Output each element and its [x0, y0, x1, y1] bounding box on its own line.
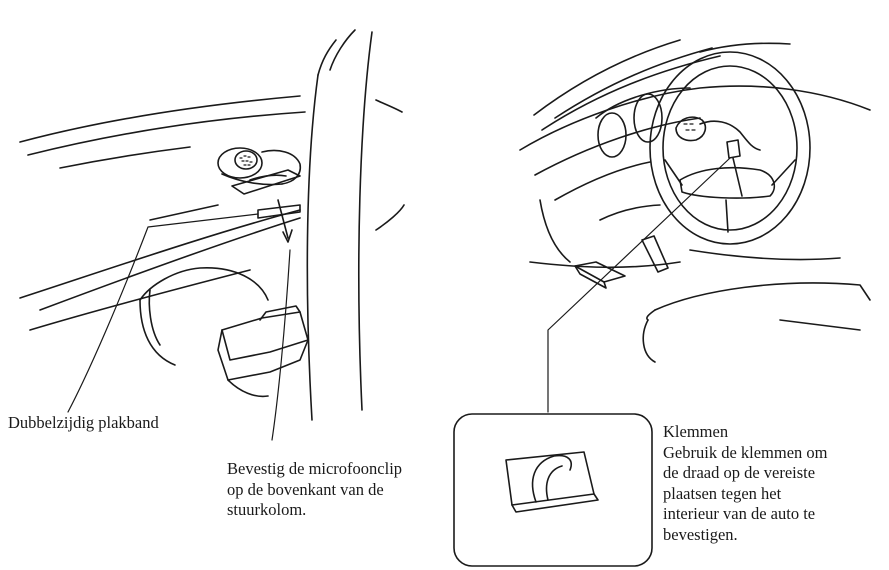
mic-mount-grille [684, 124, 695, 130]
mic-clip-line-2: op de bovenkant van de [227, 479, 384, 499]
window-sill [376, 100, 402, 112]
tape-label-text: Dubbelzijdig plakband [8, 413, 159, 432]
dashboard-lip [535, 118, 700, 175]
mic-clip-line-3: stuurkolom. [227, 500, 307, 519]
microphone-clip [218, 148, 300, 194]
windshield-edge-4 [700, 43, 790, 52]
right-illustration [520, 40, 870, 412]
column-shroud-top [140, 268, 268, 300]
callout-box [454, 414, 652, 566]
seat-detail [780, 320, 860, 330]
column-bottom [228, 380, 268, 396]
column-shroud-inner [149, 290, 160, 345]
mic-clip-line-1: Bevestig de microfoonclip [227, 459, 403, 478]
clamp-desc-line-1: Gebruik de klemmen om [663, 442, 828, 462]
mic-clip-label [227, 459, 402, 521]
clamp-desc-line-2: de draad op de vereiste [663, 463, 816, 482]
door-edge [376, 205, 404, 230]
mic-mount [676, 117, 705, 140]
clamp-label [663, 422, 828, 545]
floor-contour [690, 250, 840, 260]
windshield-edge-1 [534, 40, 680, 115]
tape-label [8, 413, 159, 434]
clamp-title: Klemmen [663, 422, 729, 441]
lower-dash-left [540, 200, 570, 262]
clamp-hook [533, 456, 572, 502]
steering-wheel-outer [650, 52, 810, 244]
clamp-icon [506, 452, 598, 512]
left-illustration [20, 30, 404, 440]
gauge-left [598, 113, 626, 157]
clamp-face [506, 452, 594, 505]
a-pillar-right-edge [359, 32, 372, 410]
column-shroud-left [140, 300, 175, 365]
clamp-hook-inner [547, 466, 562, 500]
clamp-desc-line-3: plaatsen tegen het [663, 483, 782, 503]
dashboard-trim [60, 147, 190, 168]
seat-top [655, 283, 870, 310]
dashboard-lower [555, 162, 650, 200]
dash-contour-4 [150, 205, 218, 220]
clamp-callout [454, 414, 652, 566]
seat-front [643, 320, 655, 362]
gauge-center [634, 94, 662, 142]
wire-routing [733, 158, 742, 196]
dashboard-edge [20, 96, 300, 142]
pedal-area-line [600, 205, 660, 220]
a-pillar-left-edge [307, 75, 318, 420]
steering-wheel-inner [663, 66, 797, 230]
steering-spokes [665, 160, 795, 232]
column-block [222, 312, 308, 360]
seat-corner [647, 310, 655, 320]
microphone-grille [235, 151, 257, 169]
a-pillar-top-left [330, 30, 355, 70]
clip-body [262, 151, 300, 185]
wire-clamp [727, 140, 740, 158]
column-block-side [218, 330, 308, 380]
steering-hub [680, 168, 774, 198]
grille-holes [240, 156, 252, 165]
mic-leader-line [272, 250, 290, 440]
clamp-desc-line-5: bevestigen. [663, 524, 738, 544]
a-pillar-top [318, 40, 336, 75]
clamp-desc-line-4: interieur van de auto te [663, 504, 816, 523]
dash-contour-1 [40, 218, 300, 310]
dashboard-edge-inner [28, 112, 305, 155]
mic-wire [700, 121, 760, 150]
mounted-microphone [676, 117, 760, 150]
